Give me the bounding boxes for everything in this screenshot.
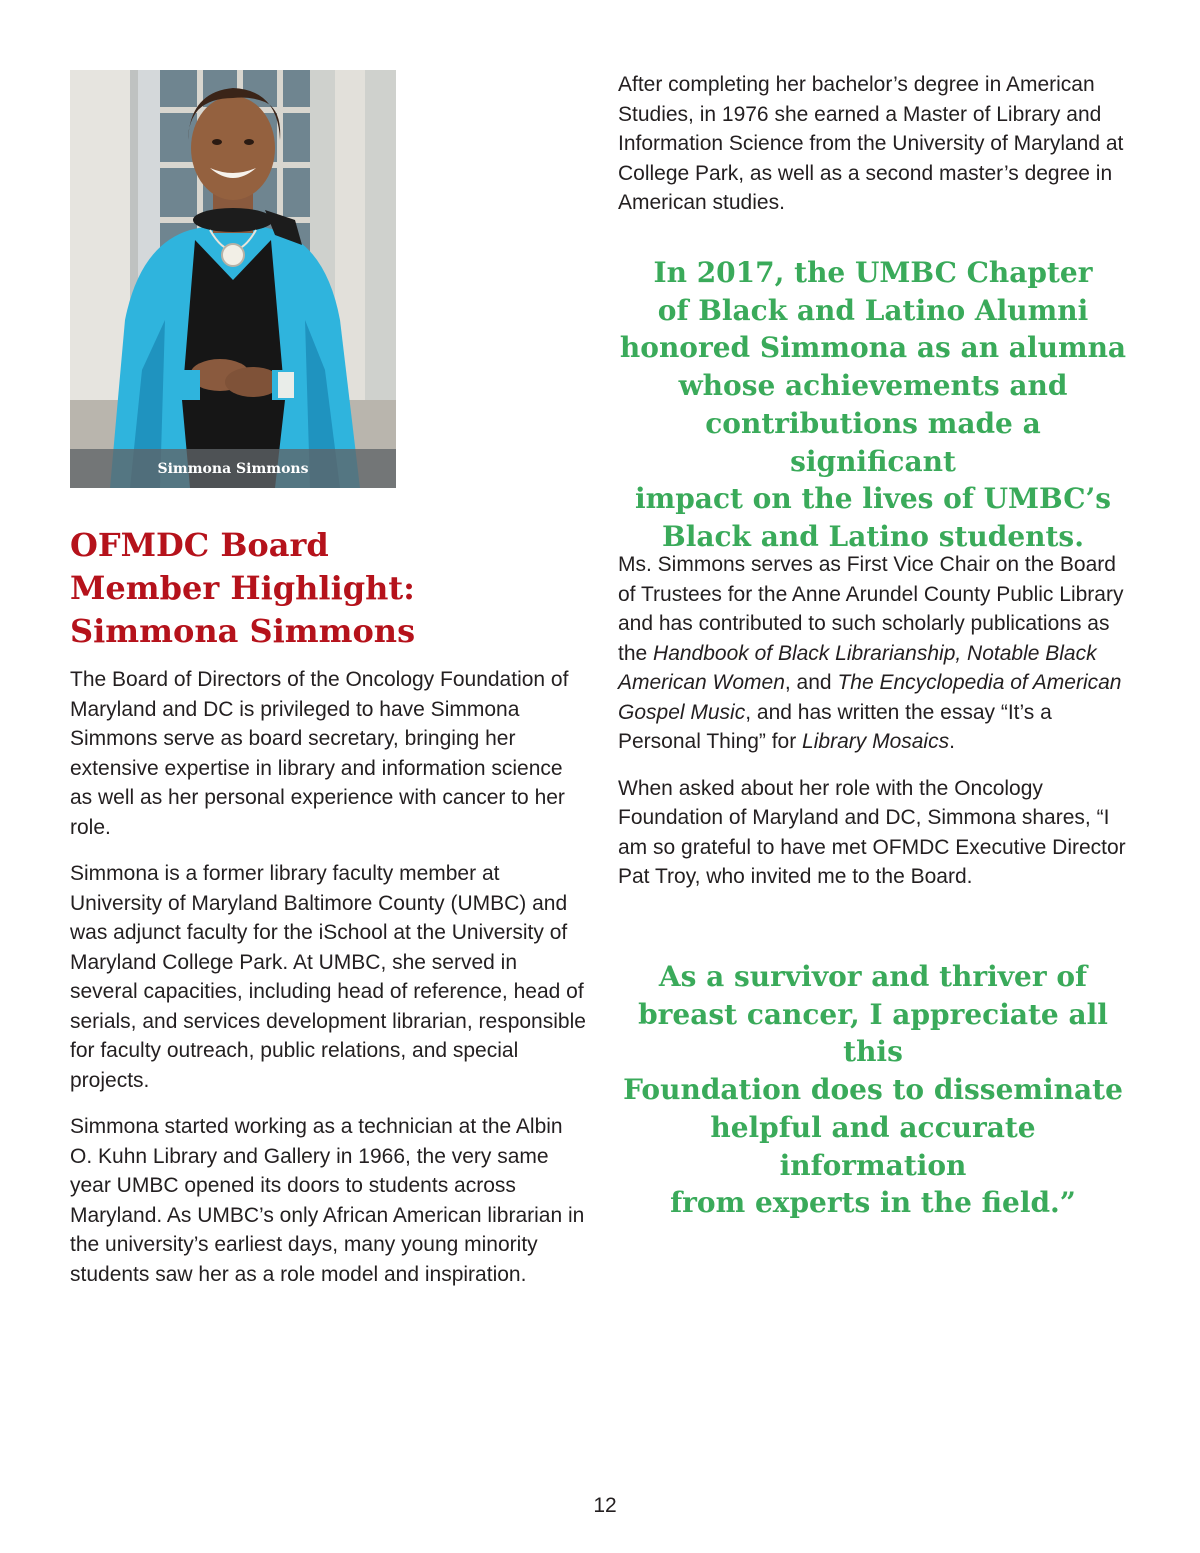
right-paragraph-2-text-1: Ms. Simmons serves as First Vice Chair on the Board of Trustees for the Anne Arundel County Public Library and has contributed to such scholarly publications as the [618,553,1124,665]
heading-line-3: Simmona Simmons [70,612,416,650]
pull-quote-1-line: whose achievements and [678,369,1068,403]
right-paragraph-2 [618,550,1138,757]
right-paragraph-2-italic-3: Library Mosaics [802,730,950,753]
right-paragraph-1: After completing her bachelor’s degree in American Studies, in 1976 she earned a Master of Library and Information Science from the University of Maryland at College Park, as well as a second master’s degree in American studies. [618,73,1124,214]
pull-quote-2-line: Foundation does to disseminate [623,1073,1123,1107]
pull-quote-2 [618,958,1128,1222]
left-paragraph-2: Simmona is a former library faculty member at University of Maryland Baltimore County (UMBC) and was adjunct faculty for the iSchool at the University of Maryland College Park. At UMBC, she served in several capacities, including head of reference, head of serials, and services development librarian, responsible for faculty outreach, public relations, and special projects. [70,862,586,1092]
pull-quote-1 [618,254,1128,556]
pull-quote-1-line: honored Simmona as an alumna [619,331,1127,365]
heading-line-2: Member Highlight: [70,569,415,607]
right-paragraph-2-italic-2: The Encyclopedia of American Gospel Music [618,671,1122,724]
pull-quote-1-line: Black and Latino students. [662,519,1084,553]
portrait-photo [70,70,396,488]
pull-quote-2-line: breast cancer, I appreciate all this [638,997,1108,1069]
article-heading [70,524,570,653]
left-column [70,665,590,1289]
page-number: 12 [593,1494,617,1517]
photo-caption-bar [70,449,396,488]
left-paragraph-3: Simmona started working as a technician at the Albin O. Kuhn Library and Gallery in 1966, the very same year UMBC opened its doors to students across Maryland. As UMBC’s only African American librarian in the university’s earliest days, many young minority students saw her as a role model and inspiration. [70,1115,585,1286]
portrait-illustration [70,70,396,488]
pull-quote-2-line: from experts in the field.” [670,1186,1076,1220]
pull-quote-2-line: helpful and accurate information [710,1110,1036,1182]
heading-line-1: OFMDC Board [70,526,329,564]
right-column-middle [618,550,1138,892]
pull-quote-1-line: In 2017, the UMBC Chapter [653,256,1093,289]
pull-quote-2-line: As a survivor and thriver of [658,960,1088,993]
right-paragraph-3: When asked about her role with the Oncology Foundation of Maryland and DC, Simmona shares, “I am so grateful to have met OFMDC Executive Director Pat Troy, who invited me to the Board. [618,776,1126,888]
right-paragraph-2-text-3: , and has written the essay “It’s a Personal Thing” for [618,700,1052,753]
right-paragraph-2-text-4: . [949,730,955,753]
pull-quote-1-line: of Black and Latino Alumni [657,293,1089,327]
right-paragraph-2-italic-1: Handbook of Black Librarianship, Notable Black American Women [618,641,1097,694]
left-paragraph-1: The Board of Directors of the Oncology Foundation of Maryland and DC is privileged to have Simmona Simmons serve as board secretary, bringing her extensive expertise in library and information science as well as her personal experience with cancer to her role. [70,668,569,839]
photo-caption: Simmona Simmons [157,460,309,477]
right-column-top [618,70,1138,218]
pull-quote-1-line: impact on the lives of UMBC’s [634,482,1112,516]
pull-quote-1-line: contributions made a significant [705,406,1041,478]
right-paragraph-2-text-2: , and [784,671,838,694]
